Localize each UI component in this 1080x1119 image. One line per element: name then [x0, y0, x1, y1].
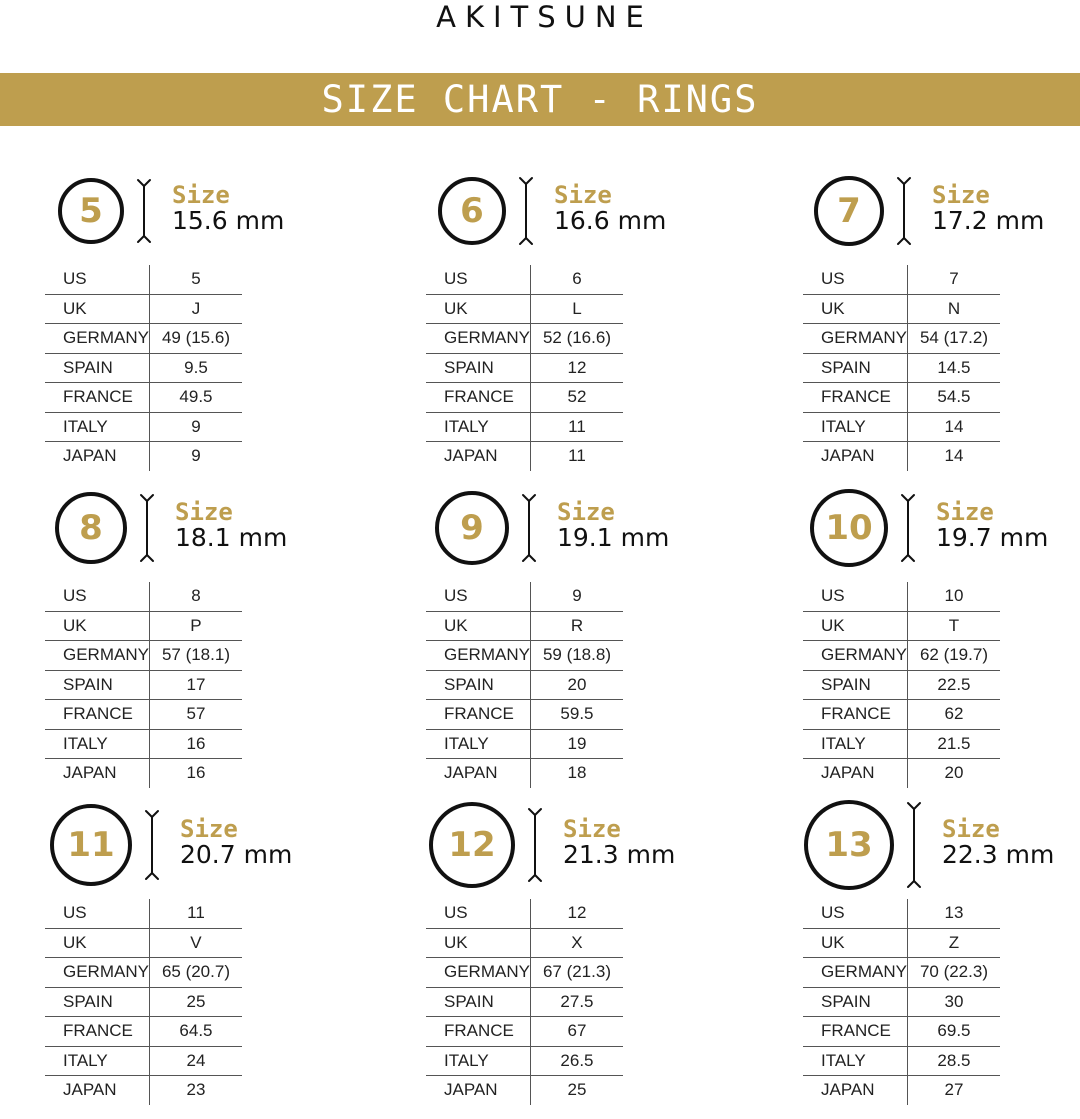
country-label: US — [426, 582, 530, 611]
country-label: UK — [45, 928, 149, 958]
ring-diameter: 17.2 mm — [932, 206, 1045, 235]
size-value: 16 — [186, 763, 206, 783]
table-row — [45, 641, 242, 671]
size-value: 49.5 — [149, 383, 242, 413]
ring-size-number: 8 — [79, 508, 103, 548]
table-row — [426, 641, 623, 671]
table-row — [426, 412, 623, 442]
table-row — [45, 383, 242, 413]
country-label: JAPAN — [426, 1076, 530, 1105]
country-label: ITALY — [803, 1046, 907, 1076]
country-label: JAPAN — [803, 759, 907, 788]
table-row — [803, 987, 1000, 1017]
table-row — [426, 729, 623, 759]
size-value: T — [907, 611, 1000, 641]
size-label: Size — [932, 181, 990, 209]
table-row — [803, 1046, 1000, 1076]
country-label: SPAIN — [426, 987, 530, 1017]
table-row — [426, 700, 623, 730]
country-label: UK — [45, 294, 149, 324]
size-value: 23 — [186, 1080, 206, 1100]
size-value: 26.5 — [530, 1046, 623, 1076]
size-value: L — [530, 294, 623, 324]
country-label: JAPAN — [803, 1076, 907, 1105]
page-title: SIZE CHART - RINGS — [321, 78, 759, 121]
conversion-table — [45, 265, 242, 471]
size-value: 11 — [530, 412, 623, 442]
country-label: ITALY — [45, 1046, 149, 1076]
country-label: JAPAN — [426, 759, 530, 788]
country-label: FRANCE — [45, 383, 149, 413]
ring-circle — [55, 492, 127, 564]
size-value: 25 — [567, 1080, 587, 1100]
conversion-table — [803, 265, 1000, 471]
size-value: 6 — [530, 265, 623, 294]
size-card — [426, 809, 756, 1119]
size-card — [426, 492, 756, 802]
ring-size-number: 13 — [825, 825, 873, 865]
country-label: US — [426, 899, 530, 928]
size-label: Size — [936, 498, 994, 526]
country-label: ITALY — [426, 729, 530, 759]
size-label: Size — [175, 498, 233, 526]
country-label: JAPAN — [45, 1076, 149, 1105]
size-label: Size — [557, 498, 615, 526]
size-value: 28.5 — [907, 1046, 1000, 1076]
size-value: 67 — [530, 1017, 623, 1047]
table-row — [45, 412, 242, 442]
country-label: UK — [803, 294, 907, 324]
table-row — [426, 442, 623, 471]
ring-diameter: 20.7 mm — [180, 840, 293, 869]
size-value: 9.5 — [149, 353, 242, 383]
table-row — [426, 928, 623, 958]
size-card — [803, 175, 1080, 485]
size-value: R — [530, 611, 623, 641]
size-value: 14 — [907, 412, 1000, 442]
country-label: FRANCE — [426, 1017, 530, 1047]
table-row — [45, 1046, 242, 1076]
size-label: Size — [172, 181, 230, 209]
size-value: 54 (17.2) — [907, 324, 1000, 354]
size-value: 30 — [907, 987, 1000, 1017]
diameter-caliper-icon — [525, 807, 545, 883]
size-label: Size — [942, 815, 1000, 843]
table-row — [45, 899, 242, 928]
ring-circle — [435, 491, 509, 565]
ring-circle — [814, 176, 884, 246]
size-value: 70 (22.3) — [907, 958, 1000, 988]
country-label: JAPAN — [45, 759, 149, 788]
country-label: ITALY — [803, 729, 907, 759]
table-row — [426, 265, 623, 294]
size-label: Size — [180, 815, 238, 843]
table-row — [803, 958, 1000, 988]
size-value: Z — [907, 928, 1000, 958]
ring-circle — [804, 800, 894, 890]
size-card — [426, 175, 756, 485]
size-value: 62 (19.7) — [907, 641, 1000, 671]
size-value: 20 — [944, 763, 964, 783]
table-row — [45, 1017, 242, 1047]
country-label: GERMANY — [45, 958, 149, 988]
size-value: 8 — [149, 582, 242, 611]
ring-circle — [429, 802, 515, 888]
country-label: SPAIN — [45, 353, 149, 383]
country-label: ITALY — [45, 412, 149, 442]
size-value: 59 (18.8) — [530, 641, 623, 671]
table-row — [803, 928, 1000, 958]
conversion-table — [45, 899, 242, 1105]
table-row — [426, 324, 623, 354]
size-value: 59.5 — [530, 700, 623, 730]
table-row — [45, 987, 242, 1017]
size-value: 54.5 — [907, 383, 1000, 413]
table-row — [45, 670, 242, 700]
size-value: 27 — [944, 1080, 964, 1100]
ring-diameter: 16.6 mm — [554, 206, 667, 235]
size-value: 57 (18.1) — [149, 641, 242, 671]
table-row — [45, 928, 242, 958]
table-row — [426, 294, 623, 324]
diameter-caliper-icon — [142, 809, 162, 881]
size-value: P — [149, 611, 242, 641]
size-card — [803, 492, 1080, 802]
country-label: GERMANY — [426, 324, 530, 354]
country-label: GERMANY — [45, 324, 149, 354]
table-row — [803, 1017, 1000, 1047]
country-label: FRANCE — [426, 383, 530, 413]
country-label: ITALY — [45, 729, 149, 759]
country-label: JAPAN — [426, 442, 530, 471]
conversion-table — [426, 582, 623, 788]
conversion-table — [45, 582, 242, 788]
ring-circle — [438, 177, 506, 245]
table-row — [45, 294, 242, 324]
table-row — [426, 1046, 623, 1076]
size-value: 21.5 — [907, 729, 1000, 759]
country-label: ITALY — [426, 412, 530, 442]
diameter-caliper-icon — [904, 801, 924, 889]
country-label: SPAIN — [803, 670, 907, 700]
country-label: FRANCE — [803, 700, 907, 730]
diameter-caliper-icon — [519, 493, 539, 563]
size-value: 57 — [149, 700, 242, 730]
size-value: 14 — [944, 446, 964, 466]
size-value: 64.5 — [149, 1017, 242, 1047]
size-value: 14.5 — [907, 353, 1000, 383]
country-label: UK — [426, 294, 530, 324]
country-label: US — [45, 899, 149, 928]
table-row — [426, 759, 623, 788]
diameter-caliper-icon — [137, 493, 157, 563]
ring-circle — [810, 489, 888, 567]
size-card — [45, 175, 375, 485]
country-label: GERMANY — [426, 641, 530, 671]
size-value: 9 — [191, 446, 201, 466]
table-row — [803, 383, 1000, 413]
table-row — [45, 611, 242, 641]
table-row — [45, 700, 242, 730]
country-label: FRANCE — [803, 383, 907, 413]
country-label: US — [803, 582, 907, 611]
table-row — [803, 412, 1000, 442]
ring-circle — [58, 178, 124, 244]
size-value: 18 — [567, 763, 587, 783]
size-value: N — [907, 294, 1000, 324]
size-value: 69.5 — [907, 1017, 1000, 1047]
size-value: 12 — [530, 899, 623, 928]
size-value: 10 — [907, 582, 1000, 611]
conversion-table — [803, 899, 1000, 1105]
country-label: ITALY — [803, 412, 907, 442]
size-value: 12 — [530, 353, 623, 383]
country-label: SPAIN — [426, 353, 530, 383]
table-row — [45, 582, 242, 611]
country-label: UK — [426, 928, 530, 958]
size-value: 13 — [907, 899, 1000, 928]
country-label: FRANCE — [45, 700, 149, 730]
size-value: 7 — [907, 265, 1000, 294]
table-row — [426, 582, 623, 611]
country-label: SPAIN — [803, 353, 907, 383]
size-value: 65 (20.7) — [149, 958, 242, 988]
table-row — [426, 611, 623, 641]
ring-size-number: 11 — [67, 825, 115, 865]
size-value: 16 — [149, 729, 242, 759]
country-label: SPAIN — [803, 987, 907, 1017]
size-value: V — [149, 928, 242, 958]
size-value: 19 — [530, 729, 623, 759]
country-label: UK — [803, 611, 907, 641]
ring-size-number: 5 — [79, 191, 103, 231]
size-value: X — [530, 928, 623, 958]
country-label: FRANCE — [45, 1017, 149, 1047]
country-label: US — [45, 582, 149, 611]
table-row — [803, 265, 1000, 294]
country-label: GERMANY — [45, 641, 149, 671]
country-label: SPAIN — [45, 670, 149, 700]
ring-diameter: 19.7 mm — [936, 523, 1049, 552]
table-row — [803, 899, 1000, 928]
country-label: FRANCE — [803, 1017, 907, 1047]
size-value: 27.5 — [530, 987, 623, 1017]
title-banner — [0, 73, 1080, 126]
country-label: SPAIN — [45, 987, 149, 1017]
country-label: FRANCE — [426, 700, 530, 730]
ring-diameter: 22.3 mm — [942, 840, 1055, 869]
table-row — [803, 700, 1000, 730]
size-value: 25 — [149, 987, 242, 1017]
diameter-caliper-icon — [898, 493, 918, 563]
ring-diameter: 19.1 mm — [557, 523, 670, 552]
table-row — [426, 1017, 623, 1047]
table-row — [426, 353, 623, 383]
diameter-caliper-icon — [134, 178, 154, 244]
table-row — [803, 670, 1000, 700]
table-row — [803, 611, 1000, 641]
country-label: GERMANY — [803, 958, 907, 988]
table-row — [803, 641, 1000, 671]
size-value: 22.5 — [907, 670, 1000, 700]
brand-logo: AKITSUNE — [436, 0, 653, 34]
country-label: JAPAN — [803, 442, 907, 471]
table-row — [45, 265, 242, 294]
country-label: GERMANY — [803, 324, 907, 354]
country-label: SPAIN — [426, 670, 530, 700]
country-label: US — [803, 899, 907, 928]
country-label: UK — [426, 611, 530, 641]
table-row — [45, 442, 242, 471]
table-row — [426, 670, 623, 700]
table-row — [45, 958, 242, 988]
size-value: 52 (16.6) — [530, 324, 623, 354]
size-label: Size — [554, 181, 612, 209]
size-value: J — [149, 294, 242, 324]
table-row — [803, 353, 1000, 383]
country-label: US — [803, 265, 907, 294]
ring-diameter: 15.6 mm — [172, 206, 285, 235]
table-row — [45, 1076, 242, 1105]
table-row — [803, 759, 1000, 788]
country-label: ITALY — [426, 1046, 530, 1076]
table-row — [803, 294, 1000, 324]
size-card — [45, 809, 375, 1119]
table-row — [803, 729, 1000, 759]
conversion-table — [426, 265, 623, 471]
table-row — [45, 324, 242, 354]
size-value: 9 — [530, 582, 623, 611]
ring-size-number: 7 — [837, 191, 861, 231]
country-label: US — [426, 265, 530, 294]
size-value: 52 — [530, 383, 623, 413]
ring-size-number: 12 — [448, 825, 496, 865]
conversion-table — [426, 899, 623, 1105]
table-row — [45, 729, 242, 759]
size-value: 20 — [530, 670, 623, 700]
table-row — [803, 582, 1000, 611]
size-value: 49 (15.6) — [149, 324, 242, 354]
ring-circle — [50, 804, 132, 886]
table-row — [426, 987, 623, 1017]
size-value: 11 — [568, 446, 586, 466]
ring-size-number: 9 — [460, 508, 484, 548]
diameter-caliper-icon — [894, 176, 914, 246]
size-card — [803, 809, 1080, 1119]
country-label: GERMANY — [803, 641, 907, 671]
country-label: GERMANY — [426, 958, 530, 988]
table-row — [426, 383, 623, 413]
table-row — [803, 1076, 1000, 1105]
country-label: US — [45, 265, 149, 294]
table-row — [426, 899, 623, 928]
size-value: 9 — [149, 412, 242, 442]
ring-size-number: 6 — [460, 191, 484, 231]
country-label: JAPAN — [45, 442, 149, 471]
table-row — [803, 442, 1000, 471]
size-card — [45, 492, 375, 802]
table-row — [45, 353, 242, 383]
ring-size-number: 10 — [825, 508, 873, 548]
diameter-caliper-icon — [516, 176, 536, 246]
country-label: UK — [45, 611, 149, 641]
size-value: 5 — [149, 265, 242, 294]
size-value: 62 — [907, 700, 1000, 730]
table-row — [426, 958, 623, 988]
size-value: 67 (21.3) — [530, 958, 623, 988]
table-row — [45, 759, 242, 788]
table-row — [426, 1076, 623, 1105]
ring-diameter: 18.1 mm — [175, 523, 288, 552]
size-label: Size — [563, 815, 621, 843]
country-label: UK — [803, 928, 907, 958]
table-row — [803, 324, 1000, 354]
size-value: 17 — [149, 670, 242, 700]
size-value: 24 — [149, 1046, 242, 1076]
conversion-table — [803, 582, 1000, 788]
ring-diameter: 21.3 mm — [563, 840, 676, 869]
size-value: 11 — [149, 899, 242, 928]
